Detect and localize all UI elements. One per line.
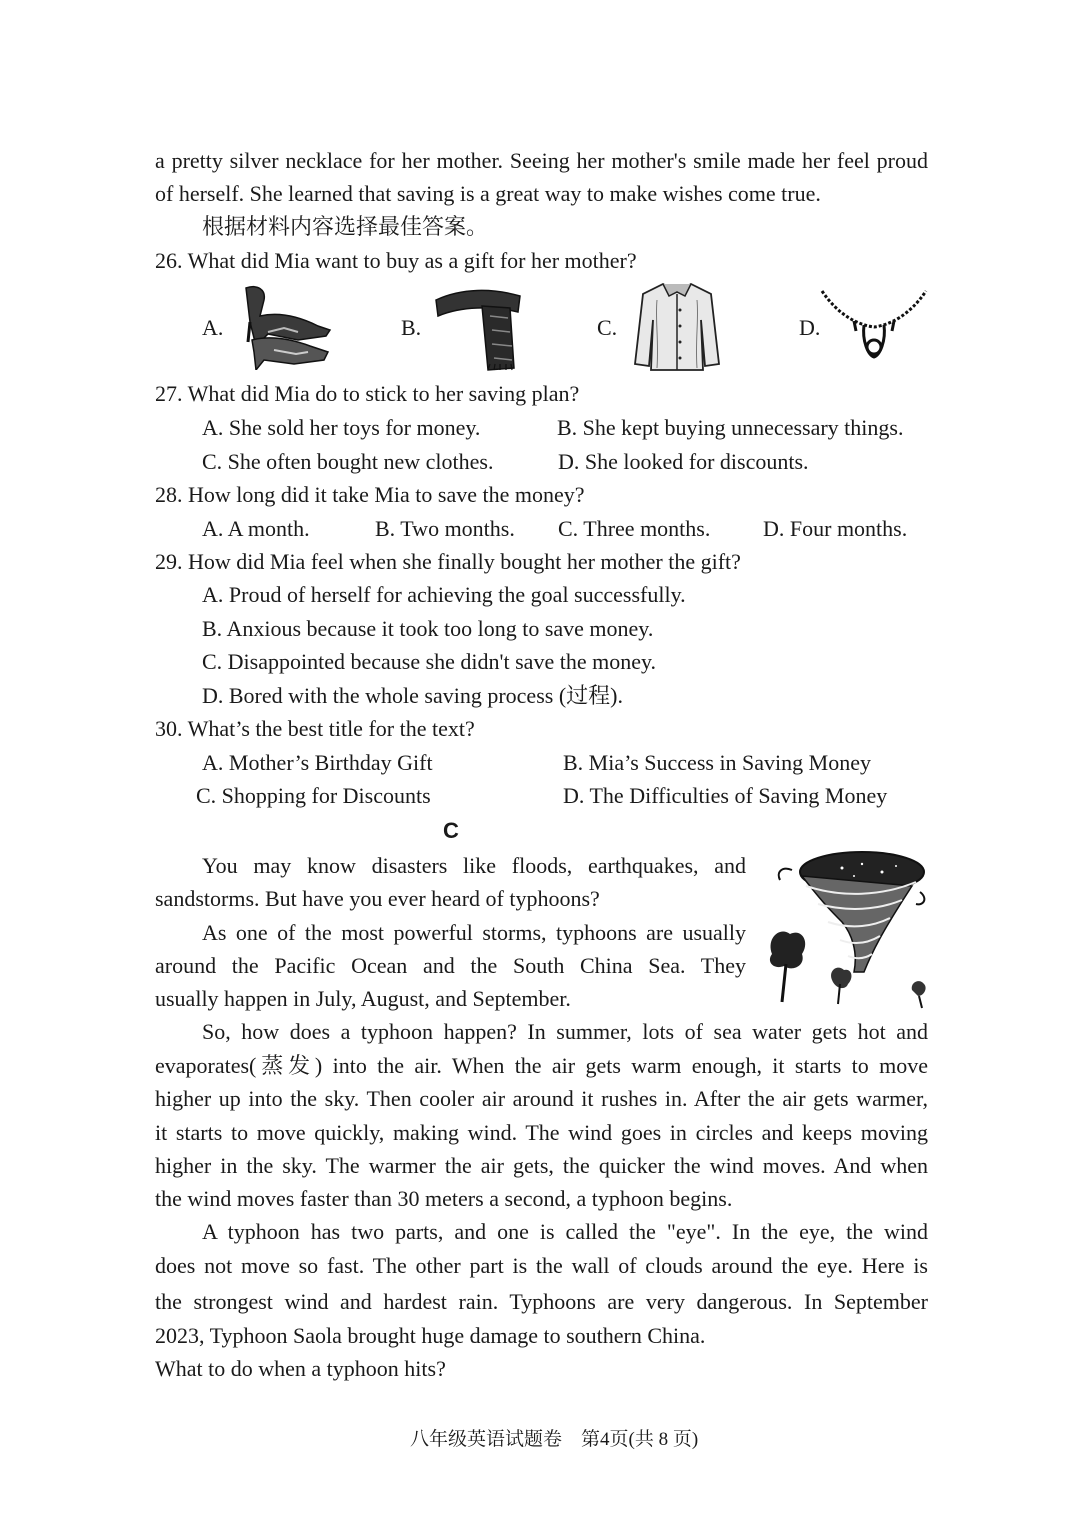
q29-option-b[interactable]: B. Anxious because it took too long to save money.	[202, 616, 654, 641]
passage-c-p4-line-3: the strongest wind and hardest rain. Typhoons are very dangerous. In September	[155, 1289, 928, 1314]
q30-option-a[interactable]: A. Mother’s Birthday Gift	[202, 750, 433, 775]
q28-option-d[interactable]: D. Four months.	[763, 516, 908, 541]
question-29: 29. How did Mia feel when she finally bought her mother the gift?	[155, 549, 741, 574]
passage-c-p3-line-5: higher in the sky. The warmer the air gets, the quicker the wind moves. And when	[155, 1153, 928, 1178]
q27-option-b[interactable]: B. She kept buying unnecessary things.	[557, 415, 904, 440]
q28-option-b[interactable]: B. Two months.	[375, 516, 515, 541]
question-30: 30. What’s the best title for the text?	[155, 716, 475, 741]
shirt-icon[interactable]	[633, 280, 721, 372]
q30-option-c[interactable]: C. Shopping for Discounts	[196, 783, 431, 808]
q26-option-a-label[interactable]: A.	[202, 315, 224, 340]
q30-option-d[interactable]: D. The Difficulties of Saving Money	[563, 783, 888, 808]
q27-option-d[interactable]: D. She looked for discounts.	[558, 449, 809, 474]
q26-option-c-label[interactable]: C.	[597, 315, 618, 340]
q28-option-c[interactable]: C. Three months.	[558, 516, 711, 541]
passage-c-p4-line-4: 2023, Typhoon Saola brought huge damage to southern China.	[155, 1323, 706, 1348]
passage-c-p2-line-2: around the Pacific Ocean and the South China Sea. They	[155, 953, 746, 978]
q28-option-a[interactable]: A. A month.	[202, 516, 310, 541]
scarf-icon[interactable]	[432, 286, 524, 372]
q29-option-c[interactable]: C. Disappointed because she didn't save the money.	[202, 649, 657, 674]
q29-option-d[interactable]: D. Bored with the whole saving process (过程).	[202, 683, 623, 708]
passage-c-p3-line-6: the wind moves faster than 30 meters a second, a typhoon begins.	[155, 1186, 733, 1211]
passage-c-p3-line-4: it starts to move quickly, making wind. The wind goes in circles and keeps moving	[155, 1120, 928, 1145]
question-27: 27. What did Mia do to stick to her saving plan?	[155, 381, 580, 406]
question-26: 26. What did Mia want to buy as a gift for her mother?	[155, 248, 637, 273]
high-heel-shoes-icon[interactable]	[238, 282, 333, 370]
passage-c-p3-line-1: So, how does a typhoon happen? In summer, lots of sea water gets hot and	[202, 1019, 928, 1044]
passage-b-line-2: of herself. She learned that saving is a great way to make wishes come true.	[155, 181, 821, 206]
passage-c-p1-line-2: sandstorms. But have you ever heard of typhoons?	[155, 886, 600, 911]
q26-option-b-label[interactable]: B.	[401, 315, 422, 340]
passage-c-p2-line-1: As one of the most powerful storms, typhoons are usually	[202, 920, 746, 945]
typhoon-illustration-icon	[762, 842, 930, 1010]
q27-option-a[interactable]: A. She sold her toys for money.	[202, 415, 481, 440]
passage-c-p2-line-3: usually happen in July, August, and September.	[155, 986, 571, 1011]
question-28: 28. How long did it take Mia to save the money?	[155, 482, 585, 507]
passage-c-subheading: What to do when a typhoon hits?	[155, 1356, 446, 1381]
passage-c-p4-line-2: does not move so fast. The other part is the wall of clouds around the eye. Here is	[155, 1253, 928, 1278]
passage-b-line-1: a pretty silver necklace for her mother. Seeing her mother's smile made her feel proud	[155, 148, 928, 173]
page-footer: 八年级英语试题卷 第4页(共 8 页)	[410, 1429, 699, 1450]
q30-option-b[interactable]: B. Mia’s Success in Saving Money	[563, 750, 871, 775]
section-c-heading: C	[443, 818, 459, 843]
q26-option-d-label[interactable]: D.	[799, 315, 821, 340]
q29-option-a[interactable]: A. Proud of herself for achieving the goal successfully.	[202, 582, 686, 607]
q27-option-c[interactable]: C. She often bought new clothes.	[202, 449, 494, 474]
passage-c-p1-line-1: You may know disasters like floods, earthquakes, and	[202, 853, 746, 878]
passage-c-p3-line-2: evaporates(蒸发) into the air. When the air gets warm enough, it starts to move	[155, 1053, 928, 1078]
passage-c-p4-line-1: A typhoon has two parts, and one is called the "eye". In the eye, the wind	[202, 1219, 928, 1244]
instruction: 根据材料内容选择最佳答案。	[202, 214, 489, 239]
necklace-icon[interactable]	[818, 285, 930, 363]
passage-c-p3-line-3: higher up into the sky. Then cooler air around it rushes in. After the air gets warmer,	[155, 1086, 928, 1111]
